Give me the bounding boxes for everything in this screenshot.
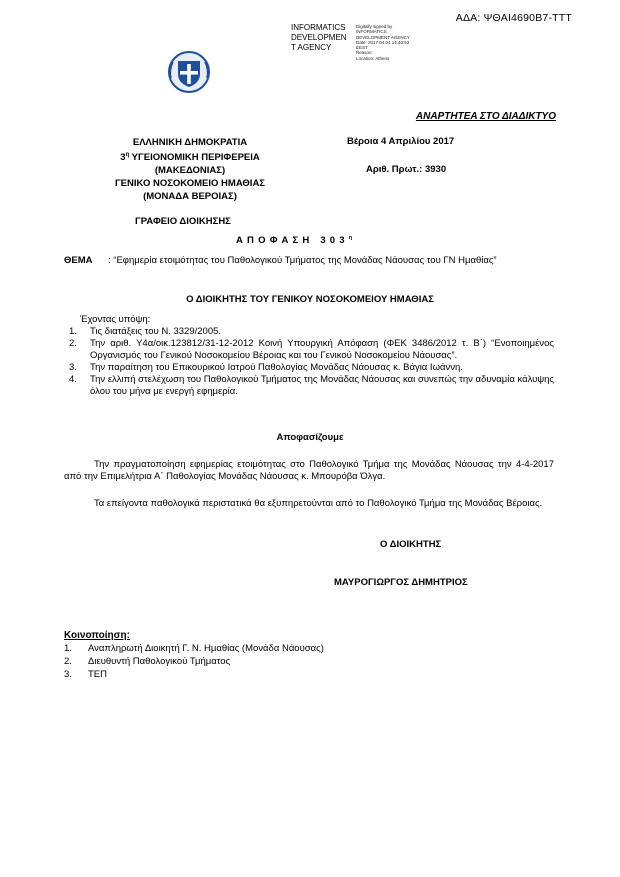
document-date: Βέροια 4 Απριλίου 2017 <box>347 136 455 147</box>
signer-title: Ο ΔΙΟΙΚΗΤΗΣ <box>380 539 442 550</box>
org-region-name: (ΜΑΚΕΔΟΝΙΑΣ) <box>154 165 226 177</box>
signer-name: ΜΑΥΡΟΓΙΩΡΓΟΣ ΔΗΜΗΤΡΙΟΣ <box>334 577 468 588</box>
list-item: 4. Την ελλιπή στελέχωση του Παθολογικού Τμήματος της Μονάδας Νάουσας και συνεπώς την αδυναμία κάλυψης όλου του μήνα με ενεργή εφημερία. <box>69 374 554 397</box>
organization-block <box>100 136 280 203</box>
list-item: 3. Την παραίτηση του Επικουρικού Ιατρού Παθολογίας Μονάδας Νάουσας κ. Βάγια Ιωάννη. <box>69 362 463 373</box>
subject-label: ΘΕΜΑ <box>64 255 93 266</box>
director-heading: Ο ΔΙΟΙΚΗΤΗΣ ΤΟΥ ΓΕΝΙΚΟΥ ΝΟΣΟΚΟΜΕΙΟΥ ΗΜΑΘΙΑΣ <box>186 294 434 305</box>
decision-title: ΑΠΟΦΑΣΗ $303^\eta$ <box>236 235 353 247</box>
digital-signature-details: Digitally signed by INFORMATICS DEVELOPMENT AGENCY Date: 2017.04.04 14:40:53 EEST Reason: Location: Athens <box>356 24 410 61</box>
ada-code: ΑΔΑ: ΨΘΑΙ4690Β7-ΤΤΤ <box>455 12 572 24</box>
post-online-notice: ΑΝΑΡΤΗΤΕΑ ΣΤΟ ΔΙΑΔΙΚΤΥΟ <box>415 111 556 122</box>
subject-text: : “Εφημερία ετοιμότητας του Παθολογικού Τμήματος της Μονάδας Νάουσας του ΓΝ Ημαθίας” <box>108 255 497 266</box>
decision-paragraph-2: Τα επείγοντα παθολογικά περιστατικά θα εξυπηρετούνται από το Παθολογικό Τμήμα της Μονάδας Βέροιας. <box>94 498 543 509</box>
decision-paragraph-1: Την πραγματοποίηση εφημερίας ετοιμότητας στο Παθολογικό Τμήμα της Μονάδας Νάουσας την 4-4-2017 από την Επιμελήτρια Α΄ Παθολογίας Μονάδας Νάουσας κ. Μπουρόβα Όλγα. <box>64 459 554 482</box>
list-item: 3. ΤΕΠ <box>64 669 107 680</box>
considerations-list <box>64 326 554 398</box>
org-unit: (ΜΟΝΑΔΑ ΒΕΡΟΙΑΣ) <box>143 191 237 203</box>
protocol-number: Αριθ. Πρωτ.: 3930 <box>366 164 447 175</box>
subject-block <box>64 255 554 267</box>
list-item: 2. Την αριθ. Υ4α/οικ.123812/31-12-2012 Κοινή Υπουργική Απόφαση (ΦΕΚ 3486/2012 τ. Β΄) “Ενοποιημένος Οργανισμός του Γενικού Νοσοκομείου Βέροιας και του Γενικού Νοσοκομείου Νάουσας”. <box>69 338 554 361</box>
greek-emblem-icon <box>167 50 211 94</box>
org-health-region: $3^\eta$ ΥΓΕΙΟΝΟΜΙΚΗ ΠΕΡΙΦΕΡΕΙΑ <box>120 152 260 164</box>
list-item: 1. Τις διατάξεις του Ν. 3329/2005. <box>69 326 222 337</box>
org-hospital: ΓΕΝΙΚΟ ΝΟΣΟΚΟΜΕΙΟ ΗΜΑΘΙΑΣ <box>114 178 266 190</box>
list-item: 2. Διευθυντή Παθολογικού Τμήματος <box>64 656 231 667</box>
notification-list <box>64 642 554 681</box>
considering-label: Έχοντας υπόψη: <box>80 314 151 325</box>
issuing-office: ΓΡΑΦΕΙΟ ΔΙΟΙΚΗΣΗΣ <box>135 216 231 227</box>
digital-signature-title: INFORMATICS DEVELOPMEN T AGENCY <box>291 23 347 52</box>
decide-heading: Αποφασίζουμε <box>276 432 344 443</box>
notification-heading: Κοινοποίηση: <box>64 630 130 641</box>
list-item: 1. Αναπληρωτή Διοικητή Γ. Ν. Ημαθίας (Μονάδα Νάουσας) <box>64 643 324 654</box>
org-country: ΕΛΛΗΝΙΚΗ ΔΗΜΟΚΡΑΤΙΑ <box>132 137 248 148</box>
